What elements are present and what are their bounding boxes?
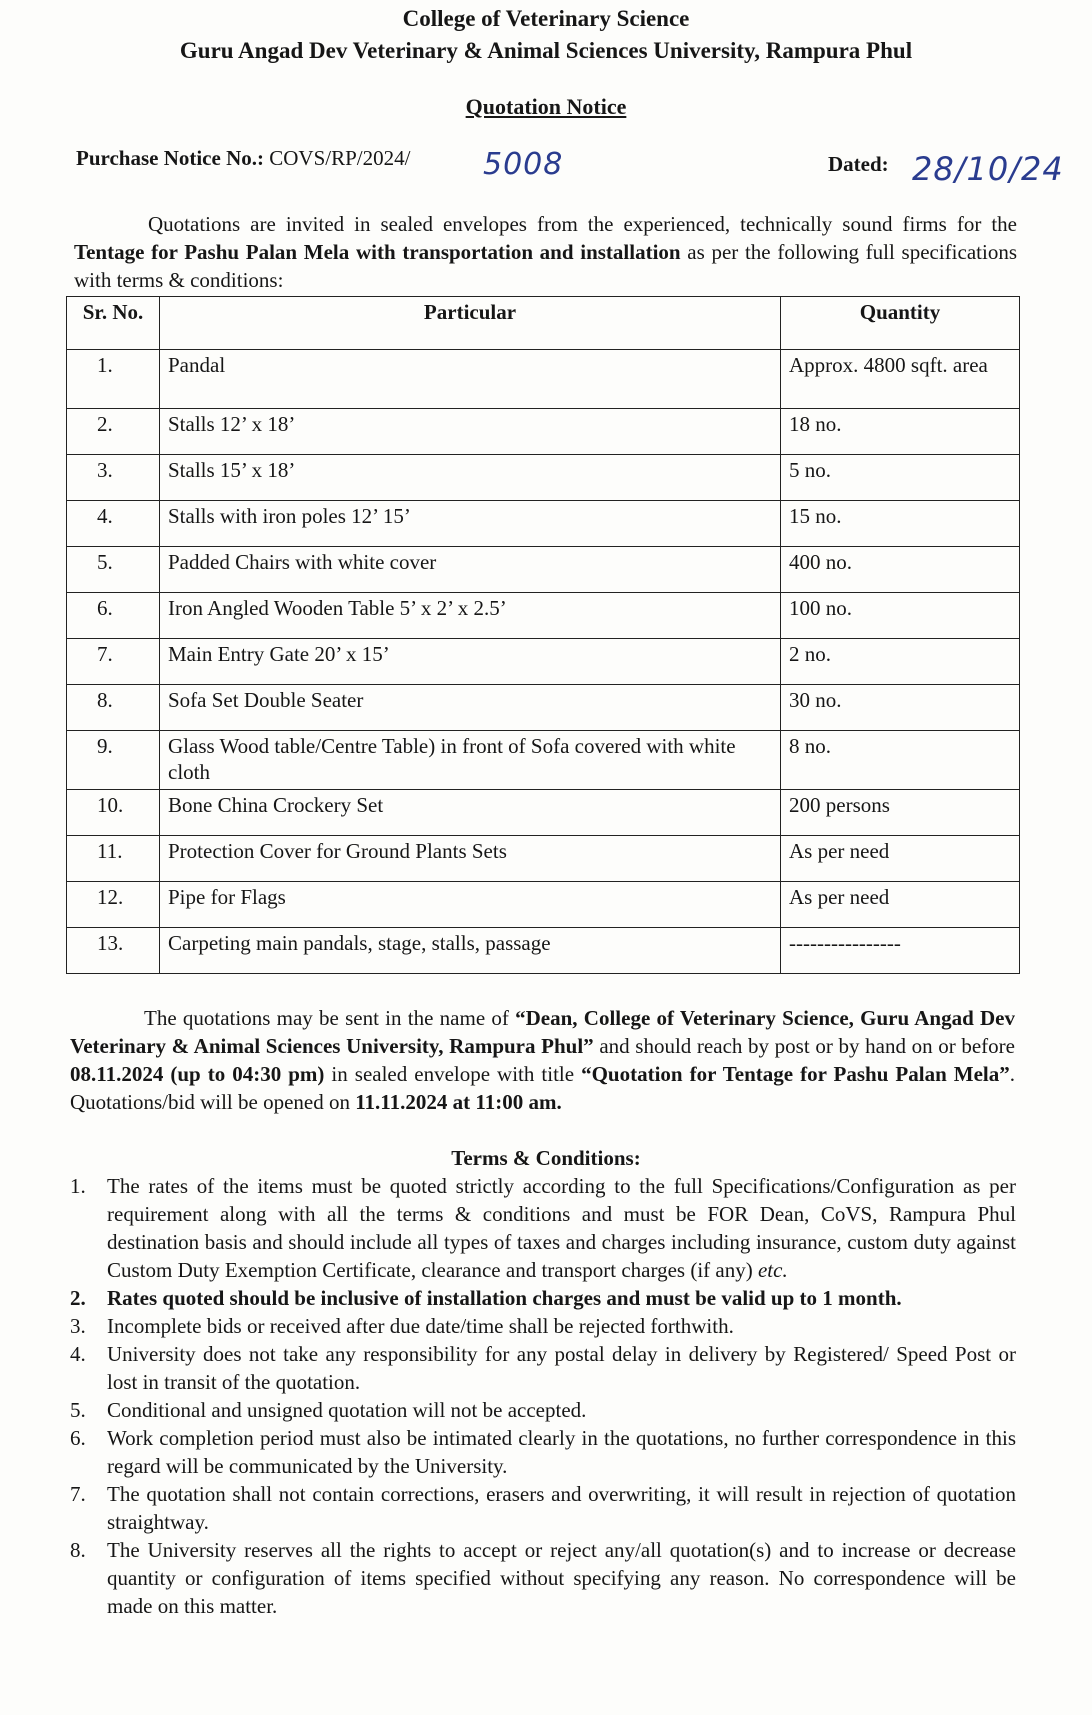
row-quantity: ---------------- xyxy=(781,928,1020,974)
row-sr: 9. xyxy=(67,731,160,790)
row-sr: 10. xyxy=(67,790,160,836)
table-row xyxy=(67,547,1020,593)
table-row xyxy=(67,409,1020,455)
row-quantity: 200 persons xyxy=(781,790,1020,836)
purchase-notice-code: COVS/RP/2024/ xyxy=(269,146,411,170)
row-particular: Stalls 12’ x 18’ xyxy=(160,409,781,455)
list-item xyxy=(68,1340,1016,1396)
list-item xyxy=(68,1536,1016,1620)
table-row xyxy=(67,928,1020,974)
row-sr: 2. xyxy=(67,409,160,455)
term-number: 7. xyxy=(70,1482,86,1506)
term-number: 2. xyxy=(70,1286,86,1310)
header-quantity: Quantity xyxy=(781,297,1020,350)
list-item xyxy=(68,1284,1016,1312)
row-particular: Padded Chairs with white cover xyxy=(160,547,781,593)
list-item xyxy=(68,1424,1016,1480)
term-number: 4. xyxy=(70,1342,86,1366)
row-sr: 12. xyxy=(67,882,160,928)
table-row xyxy=(67,836,1020,882)
dated-label: Dated: xyxy=(828,152,889,176)
row-quantity: As per need xyxy=(781,882,1020,928)
row-particular: Iron Angled Wooden Table 5’ x 2’ x 2.5’ xyxy=(160,593,781,639)
college-name: College of Veterinary Science xyxy=(402,6,690,31)
table-row xyxy=(67,731,1020,790)
table-row xyxy=(67,501,1020,547)
intro-paragraph: Quotations are invited in sealed envelopes from the experienced, technically sound firms for the Tentage for Pashu Palan Mela with transportation and installation as per the following full specifications with terms & conditions: xyxy=(74,212,1017,292)
row-quantity: Approx. 4800 sqft. area xyxy=(781,350,1020,409)
row-quantity: 15 no. xyxy=(781,501,1020,547)
table-row xyxy=(67,639,1020,685)
term-text: The rates of the items must be quoted strictly according to the full Specifications/Configuration as per requirement along with all the terms & conditions and must be FOR Dean, CoVS, Rampura Phul destination basis and should include all types of taxes and charges including insurance, custom duty against Custom Duty Exemption Certificate, clearance and transport charges (if any) xyxy=(107,1174,1016,1282)
term-text: Rates quoted should be inclusive of installation charges and must be valid up to 1 month. xyxy=(107,1286,902,1310)
table-row xyxy=(67,350,1020,409)
row-particular: Glass Wood table/Centre Table) in front of Sofa covered with white cloth xyxy=(160,731,781,790)
university-name: Guru Angad Dev Veterinary & Animal Sciences University, Rampura Phul xyxy=(179,38,913,63)
term-text: Work completion period must also be intimated clearly in the quotations, no further correspondence in this regard will be communicated by the University. xyxy=(107,1426,1016,1478)
handwritten-date: 28/10/24 xyxy=(912,150,1064,188)
header-particular: Particular xyxy=(160,297,781,350)
handwritten-notice-number: 5008 xyxy=(483,147,564,182)
header-sr-no: Sr. No. xyxy=(67,297,160,350)
table-row xyxy=(67,455,1020,501)
list-item xyxy=(68,1312,1016,1340)
row-quantity: 8 no. xyxy=(781,731,1020,790)
term-text: Incomplete bids or received after due date/time shall be rejected forthwith. xyxy=(107,1314,734,1338)
row-particular: Pipe for Flags xyxy=(160,882,781,928)
row-particular: Bone China Crockery Set xyxy=(160,790,781,836)
list-item xyxy=(68,1396,1016,1424)
terms-title: Terms & Conditions: xyxy=(451,1146,641,1170)
purchase-notice-number xyxy=(76,146,410,171)
row-particular: Stalls 15’ x 18’ xyxy=(160,455,781,501)
row-sr: 8. xyxy=(67,685,160,731)
row-quantity: 100 no. xyxy=(781,593,1020,639)
term-text-italic: etc. xyxy=(757,1258,788,1282)
term-text: Conditional and unsigned quotation will not be accepted. xyxy=(107,1398,587,1422)
row-particular: Sofa Set Double Seater xyxy=(160,685,781,731)
row-quantity: 5 no. xyxy=(781,455,1020,501)
row-particular: Main Entry Gate 20’ x 15’ xyxy=(160,639,781,685)
row-particular: Pandal xyxy=(160,350,781,409)
row-sr: 13. xyxy=(67,928,160,974)
row-sr: 4. xyxy=(67,501,160,547)
term-text: The University reserves all the rights to accept or reject any/all quotation(s) and to increase or decrease quantity or configuration of items specified without specifying any reason. No correspondence will be made on this matter. xyxy=(107,1538,1016,1618)
table-row xyxy=(67,593,1020,639)
term-number: 6. xyxy=(70,1426,86,1450)
row-sr: 7. xyxy=(67,639,160,685)
row-sr: 5. xyxy=(67,547,160,593)
submission-paragraph: The quotations may be sent in the name of “Dean, College of Veterinary Science, Guru Angad Dev Veterinary & Animal Sciences University, Rampura Phul” and should reach by post or by hand on or before 08.11.2024 (up to 04:30 pm) in sealed envelope with title “Quotation for Tentage for Pashu Palan Mela”. Quotations/bid will be opened on 11.11.2024 at 11:00 am. xyxy=(70,1006,1015,1114)
row-particular: Protection Cover for Ground Plants Sets xyxy=(160,836,781,882)
row-particular: Stalls with iron poles 12’ 15’ xyxy=(160,501,781,547)
row-sr: 1. xyxy=(67,350,160,409)
purchase-notice-label: Purchase Notice No.: xyxy=(76,146,264,170)
term-number: 1. xyxy=(70,1174,86,1198)
addressee: “Dean, College of Veterinary Science, Guru Angad Dev Veterinary & Animal Sciences University, Rampura Phul” xyxy=(70,1006,1015,1058)
row-sr: 6. xyxy=(67,593,160,639)
term-number: 3. xyxy=(70,1314,86,1338)
list-item xyxy=(68,1480,1016,1536)
tender-subject: Tentage for Pashu Palan Mela with transportation and installation xyxy=(74,240,681,264)
notice-title: Quotation Notice xyxy=(465,94,627,119)
term-text: The quotation shall not contain corrections, erasers and overwriting, it will result in rejection of quotation straightway. xyxy=(107,1482,1016,1534)
term-number: 8. xyxy=(70,1538,86,1562)
table-row xyxy=(67,882,1020,928)
row-quantity: 400 no. xyxy=(781,547,1020,593)
row-sr: 11. xyxy=(67,836,160,882)
row-quantity: 2 no. xyxy=(781,639,1020,685)
row-sr: 3. xyxy=(67,455,160,501)
table-row xyxy=(67,685,1020,731)
row-quantity: 18 no. xyxy=(781,409,1020,455)
term-number: 5. xyxy=(70,1398,86,1422)
specification-table xyxy=(66,296,1020,974)
table-header-row xyxy=(67,297,1020,350)
due-date: 08.11.2024 (up to 04:30 pm) xyxy=(70,1062,325,1086)
envelope-title: “Quotation for Tentage for Pashu Palan Mela” xyxy=(581,1062,1010,1086)
terms-list xyxy=(68,1172,1016,1620)
table-row xyxy=(67,790,1020,836)
list-item xyxy=(68,1172,1016,1284)
term-text: University does not take any responsibility for any postal delay in delivery by Registered/ Speed Post or lost in transit of the quotation. xyxy=(107,1342,1016,1394)
opening-date: 11.11.2024 at 11:00 am. xyxy=(355,1090,562,1114)
row-particular: Carpeting main pandals, stage, stalls, passage xyxy=(160,928,781,974)
row-quantity: 30 no. xyxy=(781,685,1020,731)
row-quantity: As per need xyxy=(781,836,1020,882)
